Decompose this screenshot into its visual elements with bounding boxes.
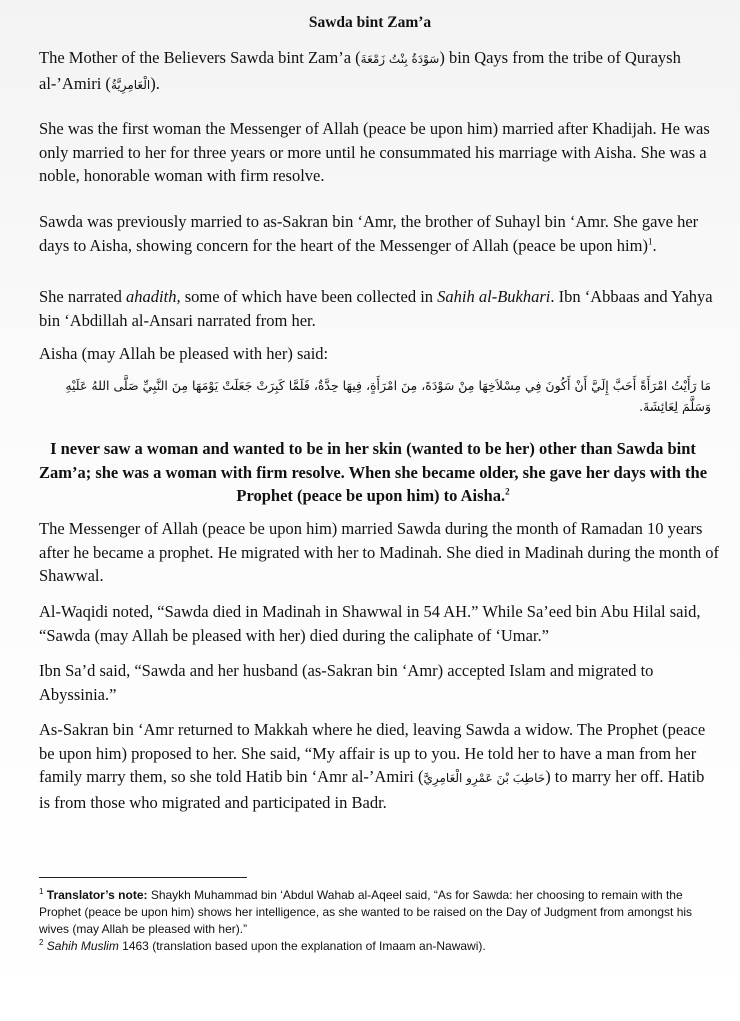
paragraph-abyssinia: Ibn Sa’d said, “Sawda and her husband (as-Sakran bin ‘Amr) accepted Islam and migrated to Abyssinia.” bbox=[39, 661, 654, 704]
paragraph-narrations: She narrated ahadith, some of which have been collected in Sahih al-Bukhari. Ibn ‘Abbaas and Yahya bin ‘Abdillah al-Ansari narrated from her. bbox=[39, 287, 713, 330]
paragraph-proposal: As-Sakran bin ‘Amr returned to Makkah where he died, leaving Sawda a widow. The Prophet (peace be upon him) proposed to her. She said, “My affair is up to you. He told her to have a man from her family marry them, so she told Hatib bin ‘Amr al-’Amiri (حَاطِبَ بْنَ عَمْرِو الْعَامِرِيَّ) to marry her off. Hatib is from those who migrated and participated in Badr. bbox=[39, 720, 706, 812]
paragraph-marriage-ramadan: The Messenger of Allah (peace be upon him) married Sawda during the month of Ramadan 10 years after he became a prophet. He migrated with her to Madinah. She died in Madinah during the month of Shawwal. bbox=[39, 519, 719, 585]
arabic-hadith: مَا رَأَيْتُ امْرَأَةً أَحَبَّ إِلَيَّ أَنْ أَكُونَ فِي مِسْلاَخِهَا مِنْ سَوْدَةَ، مِنَ امْرَأَةٍ، فِيهَا حِدَّةٌ، فَلَمَّا كَبِرَتْ جَعَلَتْ يَوْمَهَا مِنَ النَّبِيِّ صَلَّى اللهُ عَلَيْهِ وَسَلَّمَ لِعَائِشَةَ. bbox=[65, 378, 711, 414]
page-title: Sawda bint Zam’a bbox=[308, 14, 432, 31]
arabic-hatib: حَاطِبَ بْنَ عَمْرِو الْعَامِرِيَّ bbox=[423, 771, 546, 785]
footnote-2: $^2$ Sahih Muslim 1463 (translation based upon the explanation of Imaam an-Nawawi). bbox=[39, 938, 486, 953]
paragraph-previous-marriage: Sawda was previously married to as-Sakran bin ‘Amr, the brother of Suhayl bin ‘Amr. She gave her days to Aisha, showing concern for the heart of the Messenger of Allah (peace be upon him)$^1$. bbox=[39, 212, 699, 255]
paragraph-intro: The Mother of the Believers Sawda bint Zam’a (سَوْدَةُ بِنْتُ زَمْعَةَ) bin Qays from the tribe of Quraysh al-’Amiri (الْعَامِرِيَّةُ). bbox=[39, 48, 681, 93]
hadith-translation: I never saw a woman and wanted to be in her skin (wanted to be her) other than Sawda bint Zam’a; she was a woman with firm resolve. When she became older, she gave her days with the Prophet (peace be upon him) to Aisha.$^2$ bbox=[38, 439, 708, 505]
footnote-ref-2[interactable]: 2 bbox=[505, 486, 510, 497]
footnote-1: $^1$ Translator’s note: Shaykh Muhammad bin ‘Abdul Wahab al-Aqeel said, “As for Sawda: her choosing to remain with the Prophet (peace be upon him) shows her intelligence, as she wanted to be raised on the Day of Judgment from amongst his wives (may Allah be pleased with her).” bbox=[39, 887, 693, 936]
paragraph-first-marriage: She was the first woman the Messenger of Allah (peace be upon him) married after Khadijah. He was only married to her for three years or more until he consummated his marriage with Aisha. She was a noble, honorable woman with firm resolve. bbox=[39, 119, 710, 185]
footnote-divider bbox=[39, 877, 247, 878]
arabic-tribe: الْعَامِرِيَّةُ bbox=[110, 77, 151, 92]
paragraph-aisha-said: Aisha (may Allah be pleased with her) said: bbox=[39, 344, 329, 363]
paragraph-death: Al-Waqidi noted, “Sawda died in Madinah in Shawwal in 54 AH.” While Sa’eed bin Abu Hilal said, “Sawda (may Allah be pleased with her) died during the caliphate of ‘Umar.” bbox=[39, 602, 701, 645]
footnote-ref-1[interactable]: 1 bbox=[647, 236, 653, 246]
arabic-name: سَوْدَةُ بِنْتُ زَمْعَةَ bbox=[360, 52, 440, 66]
